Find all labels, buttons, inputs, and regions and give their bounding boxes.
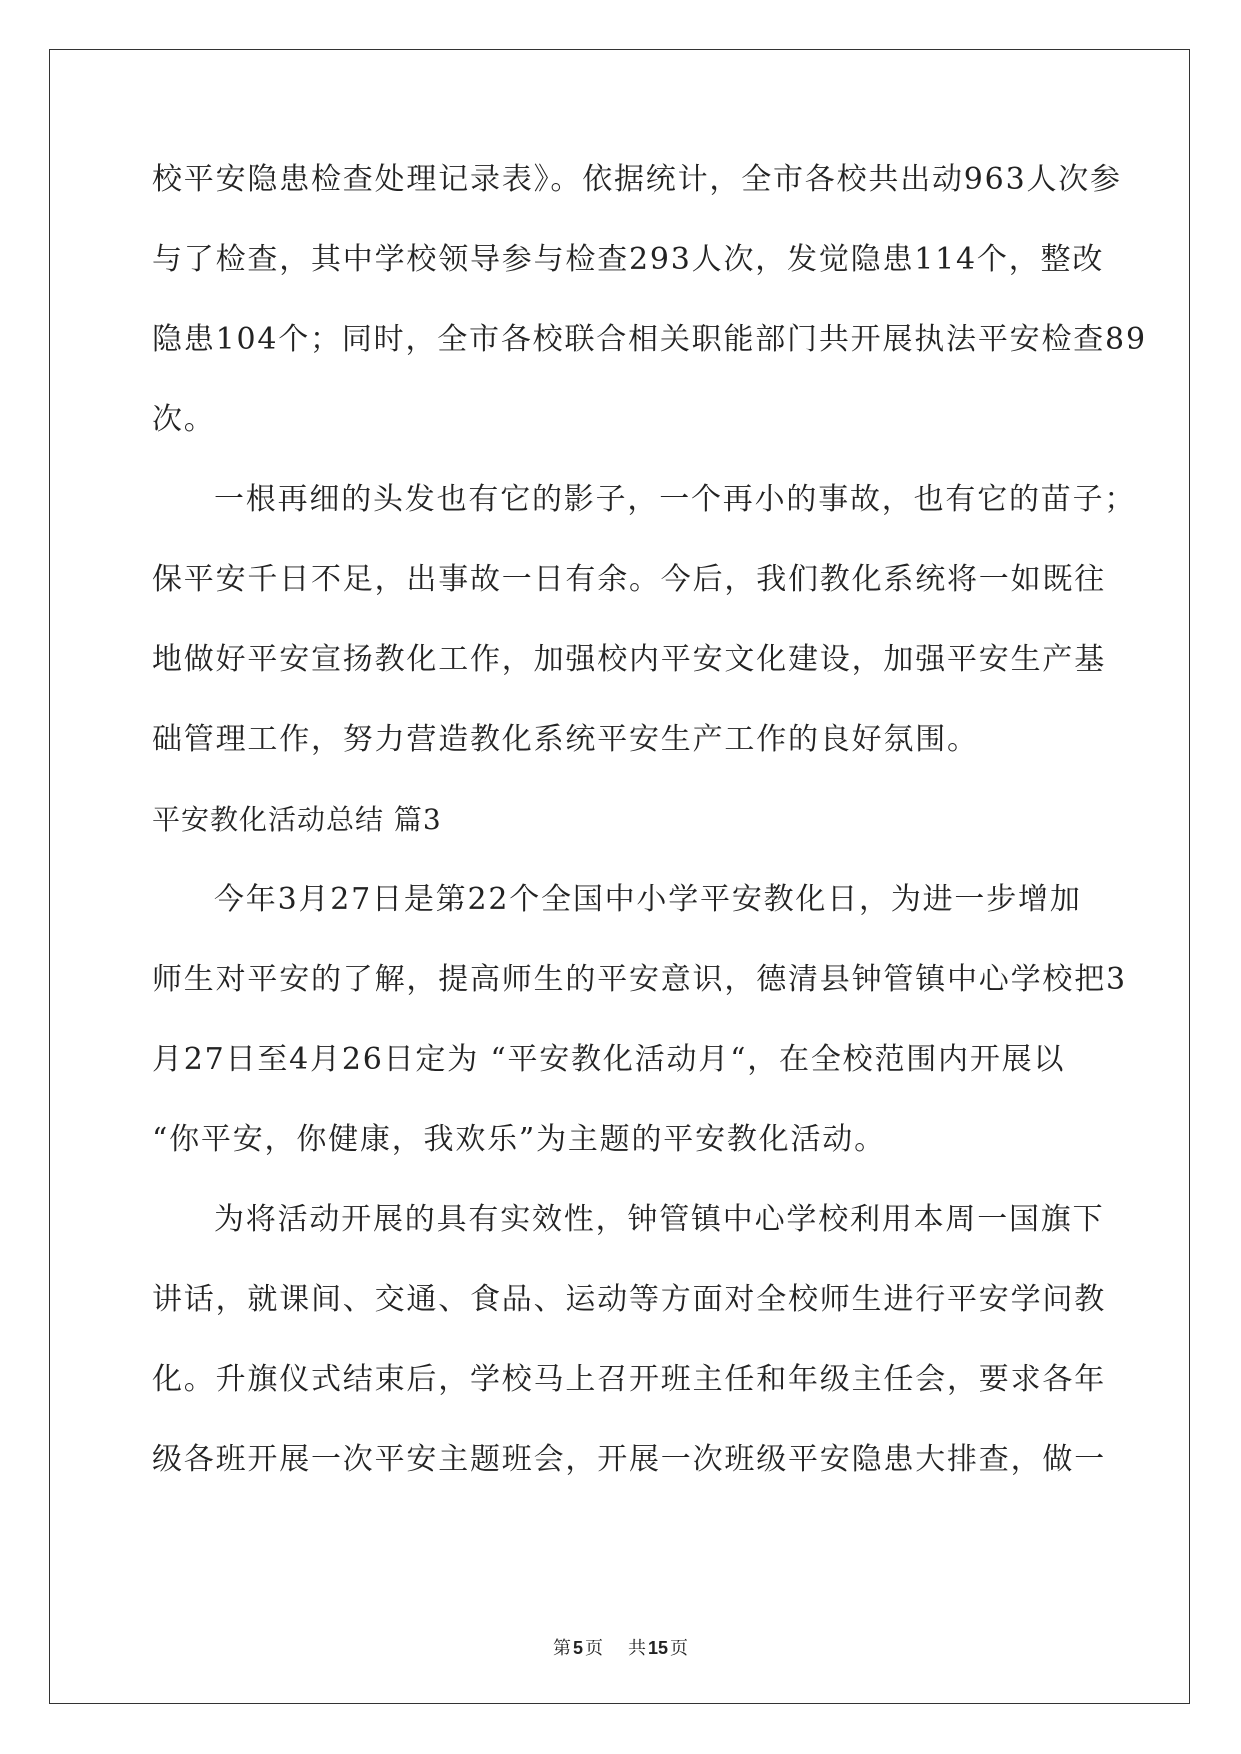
text-line: 地做好平安宣扬教化工作，加强校内平安文化建设，加强平安生产基 [152, 642, 1106, 677]
text-line: 与了检查，其中学校领导参与检查293人次，发觉隐患114个，整改 [152, 242, 1105, 277]
text-line: 校平安隐患检查处理记录表》。依据统计，全市各校共出动963人次参 [152, 162, 1122, 197]
footer-prefix: 第 [553, 1638, 572, 1659]
text-line: 保平安千日不足，出事故一日有余。今后，我们教化系统将一如既往 [152, 562, 1106, 597]
text-line: 础管理工作，努力营造教化系统平安生产工作的良好氛围。 [152, 722, 979, 757]
text-line: 化。升旗仪式结束后，学校马上召开班主任和年级主任会，要求各年 [152, 1362, 1106, 1397]
text-line: 次。 [152, 402, 216, 437]
document-body [152, 160, 1147, 1480]
text-line: 讲话，就课间、交通、食品、运动等方面对全校师生进行平安学问教 [152, 1282, 1106, 1317]
text-line: 一根再细的头发也有它的影子，一个再小的事故，也有它的苗子； [214, 482, 1137, 517]
paragraph-1 [152, 160, 1147, 440]
footer-total-prefix: 共 [627, 1638, 646, 1659]
footer-total-suffix: 页 [669, 1638, 688, 1659]
total-pages: 15 [647, 1638, 668, 1658]
text-line: 级各班开展一次平安主题班会，开展一次班级平安隐患大排查，做一 [152, 1442, 1106, 1477]
paragraph-2 [152, 480, 1137, 760]
footer-page-suffix: 页 [585, 1638, 604, 1659]
paragraph-4 [152, 1200, 1106, 1480]
text-line: 为将活动开展的具有实效性，钟管镇中心学校利用本周一国旗下 [214, 1202, 1105, 1237]
page-number: 5 [573, 1638, 584, 1658]
section-heading: 平安教化活动总结 篇3 [152, 803, 442, 836]
text-line: 隐患104个；同时，全市各校联合相关职能部门共开展执法平安检查89 [152, 322, 1147, 357]
paragraph-3 [152, 880, 1127, 1160]
text-line: “你平安，你健康，我欢乐”为主题的平安教化活动。 [152, 1122, 886, 1157]
text-line: 月27日至4月26日定为 “平安教化活动月“，在全校范围内开展以 [152, 1042, 1066, 1077]
text-line: 师生对平安的了解，提高师生的平安意识，德清县钟管镇中心学校把3 [152, 962, 1127, 997]
text-line: 今年3月27日是第22个全国中小学平安教化日，为进一步增加 [214, 882, 1082, 917]
page-footer [0, 1636, 1241, 1661]
